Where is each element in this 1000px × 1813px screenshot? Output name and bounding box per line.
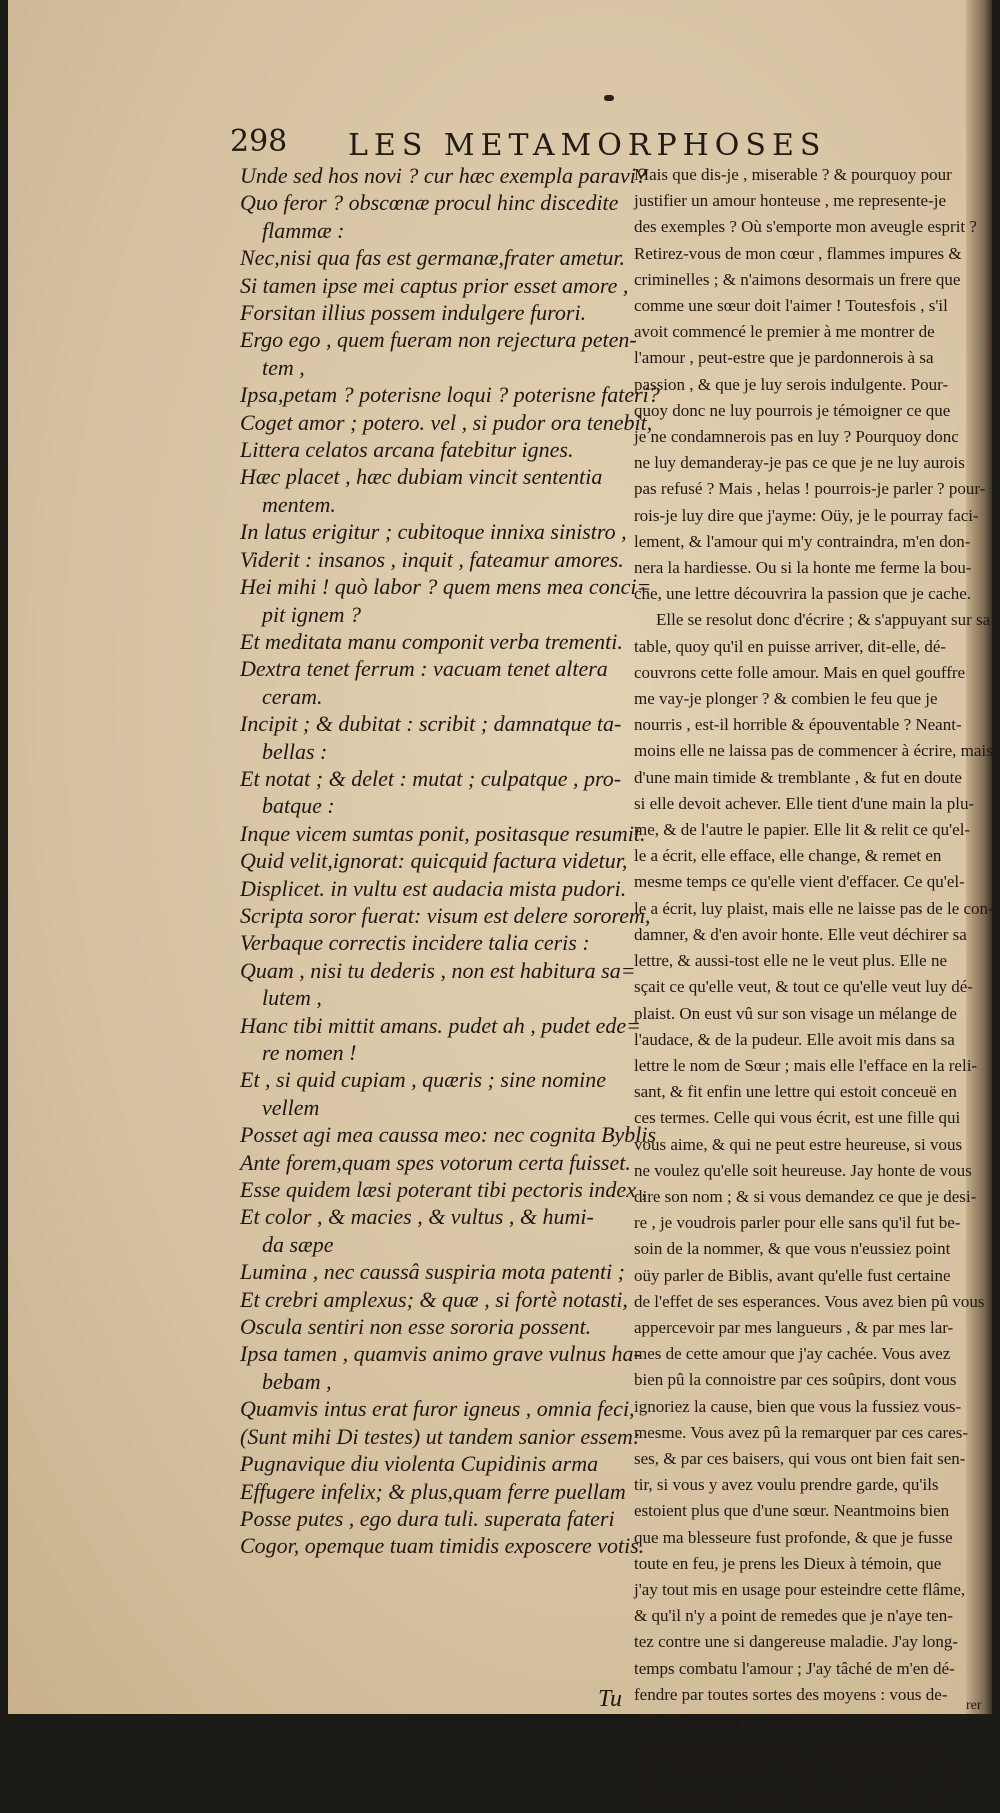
latin-line: Ipsa,petam ? poterisne loqui ? poterisne fateri?: [240, 382, 660, 408]
french-line: bien pû la connoistre par ces soûpirs, dont vous: [634, 1370, 957, 1390]
french-line: me vay-je plonger ? & combien le feu que je: [634, 689, 938, 709]
latin-line: Oscula sentiri non esse sororia possent.: [240, 1314, 592, 1340]
latin-line: batque :: [262, 793, 335, 819]
french-line: ignoriez la cause, bien que vous la fussiez vous-: [634, 1396, 962, 1416]
french-line: ne voulez qu'elle soit heureuse. Jay honte de vous: [634, 1160, 972, 1180]
latin-line: Et meditata manu componit verba trementi.: [240, 628, 623, 654]
catchword: Tu: [598, 1686, 623, 1712]
french-line: ces termes. Celle qui vous écrit, est une fille qui: [634, 1108, 961, 1128]
latin-line: Hæc placet , hæc dubiam vincit sententia: [240, 464, 603, 490]
french-line: beaucoup plus resisté qu'il n'est possible à une: [634, 1737, 949, 1757]
french-line: damner, & d'en avoir honte. Elle veut déchirer sa: [634, 924, 967, 944]
latin-line: Forsitan illius possem indulgere furori.: [240, 300, 587, 326]
french-line: tir, si vous y avez voulu prendre garde, qu'ils: [634, 1475, 939, 1495]
french-line: appercevoir par mes langueurs , & par mes lar-: [634, 1317, 954, 1337]
french-line: Retirez-vous de mon cœur , flammes impures &: [634, 243, 962, 263]
french-line: rois-je luy dire que j'ayme: Oüy, je le pourray faci-: [634, 505, 979, 525]
french-line: Mais que dis-je , miserable ? & pourquoy pour: [634, 165, 952, 184]
latin-line: Incipit ; & dubitat : scribit ; damnatque ta-: [240, 711, 622, 737]
latin-line: Quo feror ? obscœnæ procul hinc discedite: [240, 190, 619, 216]
french-line: lettre le nom de Sœur ; mais elle l'efface en la reli-: [634, 1055, 978, 1075]
latin-line: Unde sed hos novi ? cur hæc exempla paravi?: [240, 163, 647, 188]
french-line: ses, & par ces baisers, qui vous ont bien fait sen-: [634, 1448, 966, 1468]
latin-line: mentem.: [262, 491, 336, 517]
french-line: lement, & l'amour qui m'y contraindra, m'en don-: [634, 531, 971, 551]
french-line: nera la hardiesse. Ou si la honte me ferme la bou-: [634, 558, 972, 578]
latin-line: Quid velit,ignorat: quicquid factura videtur,: [240, 848, 628, 874]
french-line: j'ay tout mis en usage pour esteindre cette flâme,: [634, 1579, 966, 1599]
french-line: sant, & fit enfin une lettre qui estoit conceuë en: [634, 1082, 957, 1102]
french-line: fendre par toutes sortes des moyens : vous de-: [634, 1684, 948, 1704]
latin-line: flammæ :: [262, 217, 345, 243]
french-line: toute en feu, je prens les Dieux à témoin, que: [634, 1553, 942, 1573]
latin-verse-column: [240, 162, 660, 1560]
french-line: mesme temps ce qu'elle vient d'effacer. Ce qu'el-: [634, 872, 965, 892]
latin-line: Et , si quid cupiam , quæris ; sine nomine: [240, 1067, 607, 1093]
french-line: que ma blesseure fust profonde, & que je fusse: [634, 1527, 953, 1547]
latin-line: Quamvis intus erat furor igneus , omnia feci,: [240, 1396, 635, 1422]
latin-line: Posse putes , ego dura tuli. superata fateri: [240, 1505, 615, 1531]
latin-line: Inque vicem sumtas ponit, positasque resumit.: [240, 820, 646, 846]
french-line: oüy parler de Biblis, avant qu'elle fust certaine: [634, 1265, 951, 1285]
running-title: LES METAMORPHOSES: [348, 128, 827, 163]
french-line: criminelles ; & n'aimons desormais un frere que: [634, 269, 961, 289]
french-line: dire son nom ; & si vous demandez ce que je desi-: [634, 1186, 977, 1206]
latin-line: Displicet. in vultu est audacia mista pudori.: [240, 875, 627, 901]
french-line: d'une main timide & tremblante , & fut en doute: [634, 767, 962, 787]
latin-line: Viderit : insanos , inquit , fateamur amores.: [240, 546, 624, 572]
latin-line: Scripta soror fuerat: visum est delere sororem,: [240, 902, 651, 928]
french-line: & qu'il n'y a point de remedes que je n'aye ten-: [634, 1606, 953, 1626]
french-line: je ne condamnerois pas en luy ? Pourquoy donc: [634, 427, 959, 447]
french-line: mesme. Vous avez pû la remarquer par ces cares-: [634, 1422, 969, 1442]
latin-line: bebam ,: [262, 1368, 332, 1394]
french-line: couvrons cette folle amour. Mais en quel gouffre: [634, 662, 966, 682]
french-line: pas refusé ? Mais , helas ! pourrois-je parler ? pour-: [634, 479, 986, 499]
latin-line: Esse quidem læsi poterant tibi pectoris index ,: [240, 1177, 647, 1203]
french-line: lettre, & aussi-tost elle ne le veut plus. Elle ne: [634, 951, 947, 971]
french-line: justifier un amour honteuse , me represente-je: [634, 191, 947, 211]
french-catchword: rer: [966, 1698, 982, 1713]
french-line: l'audace, & de la pudeur. Elle avoit mis dans sa: [634, 1029, 955, 1049]
french-line: de l'effet de ses esperances. Vous avez bien pû vous: [634, 1291, 985, 1311]
latin-line: pit ignem ?: [262, 601, 361, 627]
latin-line: Ergo ego , quem fueram non rejectura peten-: [240, 327, 637, 353]
french-line: tez contre une si dangereuse maladie. J'ay long-: [634, 1632, 959, 1652]
latin-line: Et notat ; & delet : mutat ; culpatque , pro-: [240, 765, 622, 791]
latin-line: Ante forem,quam spes votorum certa fuisset.: [240, 1149, 631, 1175]
french-line: re , je voudrois parler pour elle sans qu'il fut be-: [634, 1213, 961, 1233]
latin-line: Et crebri amplexus; & quæ , si fortè notasti,: [240, 1286, 628, 1312]
latin-line: Effugere infelix; & plus,quam ferre puellam: [240, 1478, 626, 1504]
french-line: temps combatu l'amour ; J'ay tâché de m'en dé-: [634, 1658, 955, 1678]
latin-line: bellas :: [262, 738, 328, 764]
latin-line: tem ,: [262, 354, 305, 380]
latin-line: Pugnavique diu violenta Cupidinis arma: [240, 1451, 599, 1477]
french-line: mes de cette amour que j'ay cachée. Vous avez: [634, 1344, 951, 1364]
french-line: moins elle ne laissa pas de commencer à écrire, mais: [634, 741, 993, 761]
book-page: [8, 0, 994, 1809]
latin-line: Cogor, opemque tuam timidis exposcere votis.: [240, 1533, 645, 1559]
french-line: vous aime, & qui ne peut estre heureuse, si vous: [634, 1134, 963, 1154]
latin-line: Littera celatos arcana fatebitur ignes.: [240, 437, 574, 463]
french-line: passion , & que je luy serois indulgente. Pour-: [634, 374, 949, 394]
latin-line: Lumina , nec caussâ suspiria mota patenti ;: [240, 1259, 625, 1285]
latin-line: Et color , & macies , & vultus , & humi-: [240, 1204, 594, 1230]
latin-line: da sæpe: [262, 1231, 334, 1257]
french-line: soin de la nommer, & que vous n'eussiez point: [634, 1239, 951, 1259]
latin-line: Hei mihi ! quò labor ? quem mens mea conci=: [240, 574, 652, 600]
latin-line: Posset agi mea caussa meo: nec cognita Byblis: [240, 1122, 657, 1148]
french-line: plaist. On eust vû sur son visage un mélange de: [634, 1003, 957, 1023]
french-line: le a écrit, elle efface, elle change, & remet en: [634, 846, 942, 866]
latin-line: Dextra tenet ferrum : vacuam tenet altera: [240, 656, 608, 682]
french-line: le a écrit, luy plaist, mais elle ne laisse pas de le con-: [634, 898, 994, 918]
french-line: Elle se resolut donc d'écrire ; & s'appuyant sur sa: [656, 610, 991, 630]
latin-line: In latus erigitur ; cubitoque innixa sinistro ,: [240, 519, 627, 545]
french-line: quoy donc ne luy pourrois je témoigner ce que: [634, 400, 951, 420]
latin-line: Verbaque correctis incidere talia ceris :: [240, 930, 590, 956]
latin-line: Coget amor ; potero. vel , si pudor ora tenebit,: [240, 409, 653, 435]
latin-line: Ipsa tamen , quamvis animo grave vulnus ha-: [240, 1341, 641, 1367]
french-line: des exemples ? Où s'emporte mon aveugle esprit ?: [634, 217, 977, 237]
latin-line: Hanc tibi mittit amans. pudet ah , pudet ede=: [240, 1012, 642, 1038]
latin-line: ceram.: [262, 683, 323, 709]
page-number: 298: [230, 124, 288, 159]
latin-line: Quam , nisi tu dederis , non est habitura sa=: [240, 957, 636, 983]
french-line: contrainte de confesser ma deffaite, & d'implo-: [634, 1789, 955, 1809]
ornament-mark: [604, 95, 614, 101]
french-line: vez croire que j'ay beaucoup plus souffert, &: [634, 1710, 939, 1730]
french-line: comme une sœur doit l'aimer ! Toutesfois , s'il: [634, 296, 948, 316]
french-line: sçait ce qu'elle veut, & tout ce qu'elle veut luy dé-: [634, 977, 973, 997]
french-line: l'amour , peut-estre que je pardonnerois à sa: [634, 348, 934, 368]
latin-line: Si tamen ipse mei captus prior esset amore ,: [240, 272, 629, 298]
latin-line: lutem ,: [262, 985, 322, 1011]
french-line: me, & de l'autre le papier. Elle lit & relit ce qu'el-: [634, 820, 971, 840]
french-line: si elle devoit achever. Elle tient d'une main la plu-: [634, 793, 975, 813]
latin-line: Nec,nisi qua fas est germanæ,frater ametur.: [240, 245, 625, 271]
french-line: ne luy demanderay-je pas ce que je ne luy aurois: [634, 453, 965, 473]
french-line: nourris , est-il horrible & épouventable ? Neant-: [634, 715, 962, 735]
latin-line: re nomen !: [262, 1040, 357, 1065]
french-line: avoit commencé le premier à me montrer de: [634, 322, 935, 342]
french-prose-column: [634, 162, 994, 1813]
french-line: che, une lettre découvrira la passion que je cache.: [634, 584, 972, 604]
french-line: fille de resister & de souffrir. Mais enfin, je suis: [634, 1763, 960, 1783]
latin-line: (Sunt mihi Di testes) ut tandem sanior essem:: [240, 1423, 641, 1449]
french-line: estoient plus que d'une sœur. Neantmoins bien: [634, 1501, 950, 1521]
latin-line: vellem: [262, 1094, 320, 1120]
french-line: table, quoy qu'il en puisse arriver, dit-elle, dé-: [634, 636, 947, 656]
